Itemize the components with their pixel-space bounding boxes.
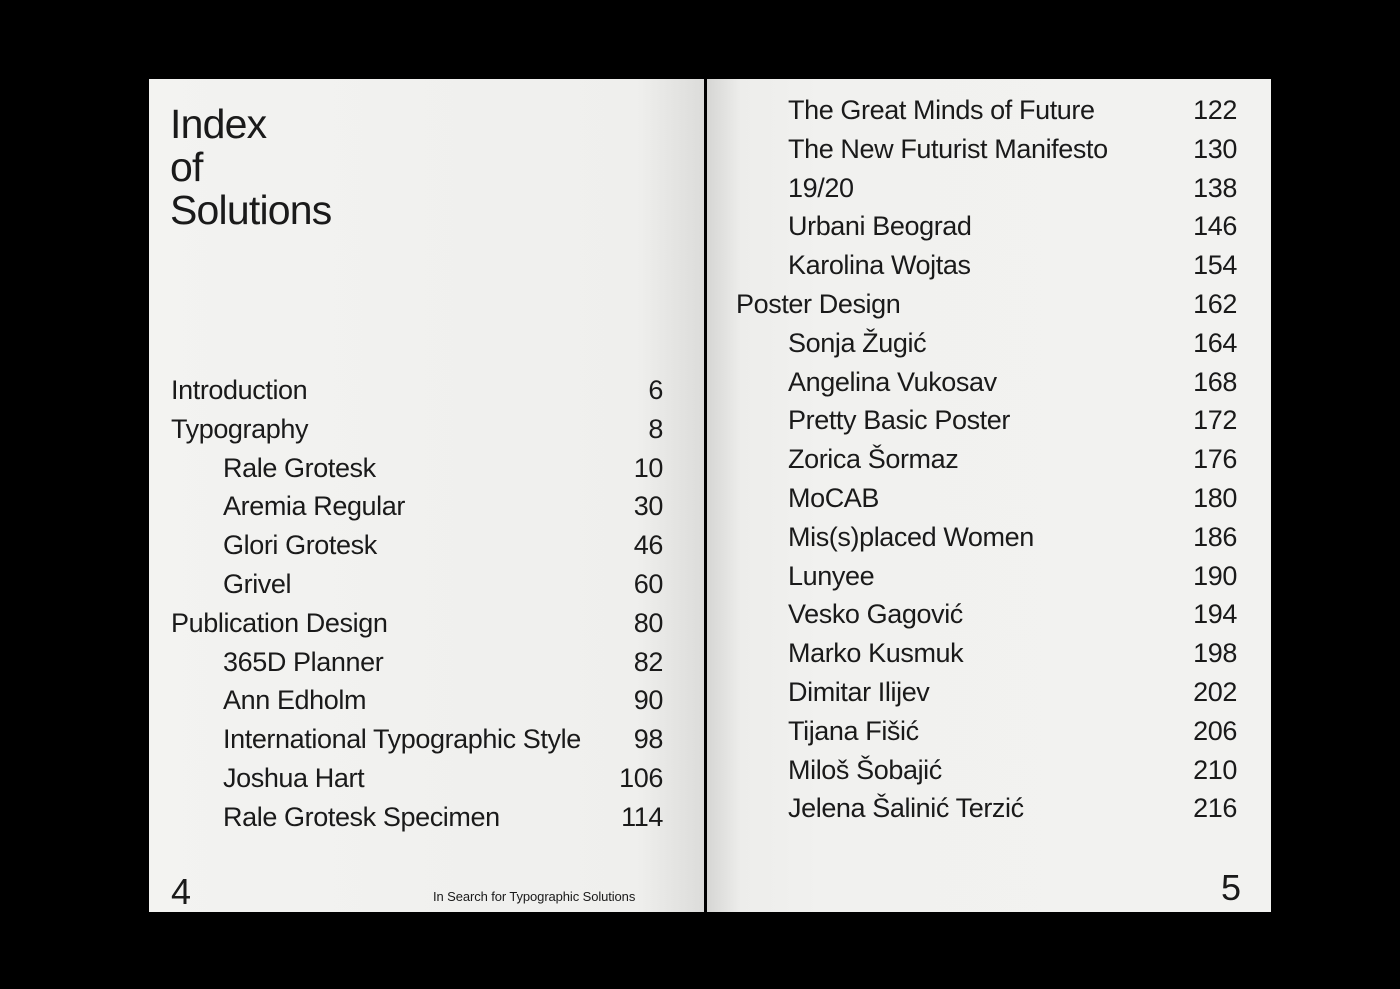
entry-page-number: 194 xyxy=(1193,599,1237,630)
index-entry xyxy=(788,751,1237,790)
entry-page-number: 164 xyxy=(1193,327,1237,358)
index-entry xyxy=(223,487,663,526)
entry-page-number: 114 xyxy=(621,801,663,832)
index-entry xyxy=(788,324,1237,363)
index-entry xyxy=(788,91,1237,130)
page-number: 4 xyxy=(171,871,192,912)
entry-title: Marko Kusmuk xyxy=(788,638,964,669)
index-title-line: of xyxy=(170,144,203,190)
entry-title: The New Futurist Manifesto xyxy=(788,133,1108,164)
index-entry xyxy=(788,130,1237,169)
entry-title: Dimitar Ilijev xyxy=(788,677,930,707)
index-entry xyxy=(223,526,663,565)
entry-title: Pretty Basic Poster xyxy=(788,405,1010,436)
entry-page-number: 138 xyxy=(1193,172,1237,203)
index-entry xyxy=(788,634,1237,673)
entry-title: Urbani Beograd xyxy=(788,211,972,242)
index-entry xyxy=(788,246,1237,285)
entry-page-number: 90 xyxy=(633,685,663,716)
entry-title: 365D Planner xyxy=(223,646,384,677)
entry-page-number: 46 xyxy=(633,530,663,561)
entry-title: Grivel xyxy=(223,569,292,599)
entry-title: MoCAB xyxy=(788,483,880,513)
entry-page-number: 80 xyxy=(633,607,663,638)
entry-page-number: 60 xyxy=(633,569,663,599)
index-section-entry xyxy=(171,410,663,449)
index-entry xyxy=(788,363,1237,402)
running-title: In Search for Typographic Solutions xyxy=(433,889,636,904)
index-entry xyxy=(223,643,663,682)
entry-page-number: 210 xyxy=(1193,754,1237,785)
index-entry xyxy=(788,207,1237,246)
index-entry xyxy=(223,798,663,837)
entry-title: Rale Grotesk Specimen xyxy=(223,801,500,832)
entry-title: Lunyee xyxy=(788,560,875,591)
entry-page-number: 216 xyxy=(1193,793,1237,824)
entry-page-number: 162 xyxy=(1193,289,1237,319)
index-entry xyxy=(788,440,1237,479)
left-page xyxy=(149,79,704,912)
entry-page-number: 202 xyxy=(1193,677,1237,707)
index-entry xyxy=(788,789,1237,828)
index-entry xyxy=(788,479,1237,518)
entry-title: Introduction xyxy=(171,375,308,405)
entry-title: Karolina Wojtas xyxy=(788,250,971,281)
entry-page-number: 168 xyxy=(1193,366,1237,397)
entry-page-number: 172 xyxy=(1193,405,1237,436)
index-entry xyxy=(223,681,663,720)
entry-page-number: 146 xyxy=(1193,211,1237,242)
right-page xyxy=(707,79,1271,912)
entry-title: Jelena Šalinić Terzić xyxy=(788,793,1024,824)
entry-page-number: 10 xyxy=(633,452,663,483)
index-entry xyxy=(788,557,1237,596)
index-title xyxy=(170,103,331,232)
entry-page-number: 98 xyxy=(633,724,663,755)
entry-title: Zorica Šormaz xyxy=(788,444,959,475)
entry-page-number: 82 xyxy=(633,646,663,677)
index-title-line: Solutions xyxy=(170,187,332,233)
entry-title: Mis(s)placed Women xyxy=(788,521,1034,552)
entry-title: Aremia Regular xyxy=(223,491,405,522)
entry-page-number: 180 xyxy=(1193,483,1237,513)
index-entry xyxy=(223,759,663,798)
entry-title: Joshua Hart xyxy=(223,763,365,793)
index-section-entry xyxy=(736,285,1237,324)
page-number: 5 xyxy=(1221,867,1242,908)
entry-title: Rale Grotesk xyxy=(223,452,376,483)
index-entry xyxy=(788,673,1237,712)
index-section-entry xyxy=(171,371,663,410)
entry-page-number: 6 xyxy=(648,375,663,405)
entry-page-number: 130 xyxy=(1193,133,1237,164)
index-section-entry xyxy=(171,604,663,643)
entry-title: The Great Minds of Future xyxy=(788,95,1095,125)
entry-page-number: 190 xyxy=(1193,560,1237,591)
index-entry xyxy=(788,595,1237,634)
entry-title: Sonja Žugić xyxy=(788,327,927,358)
entry-title: Glori Grotesk xyxy=(223,530,377,561)
entry-page-number: 106 xyxy=(619,763,663,793)
entry-page-number: 30 xyxy=(633,491,663,522)
entry-title: Publication Design xyxy=(171,607,388,638)
entry-title: Angelina Vukosav xyxy=(788,366,997,397)
entry-page-number: 206 xyxy=(1193,715,1237,746)
entry-title: 19/20 xyxy=(788,172,854,203)
index-entry xyxy=(223,449,663,488)
entry-title: Vesko Gagović xyxy=(788,599,963,630)
entry-title: Ann Edholm xyxy=(223,685,367,716)
entry-page-number: 154 xyxy=(1193,250,1237,281)
index-title-line: Index xyxy=(170,101,267,147)
entry-title: Typography xyxy=(171,413,309,444)
entry-page-number: 198 xyxy=(1193,638,1237,669)
entry-page-number: 122 xyxy=(1193,95,1237,125)
index-entry xyxy=(788,169,1237,208)
entry-page-number: 186 xyxy=(1193,521,1237,552)
index-entry xyxy=(223,565,663,604)
entry-title: Poster Design xyxy=(736,289,901,319)
entry-title: International Typographic Style xyxy=(223,724,581,755)
index-entry xyxy=(788,518,1237,557)
index-entry xyxy=(788,712,1237,751)
entry-title: Tijana Fišić xyxy=(788,715,919,746)
index-entry xyxy=(788,401,1237,440)
entry-title: Miloš Šobajić xyxy=(788,754,942,785)
index-entry xyxy=(223,720,663,759)
entry-page-number: 176 xyxy=(1193,444,1237,475)
entry-page-number: 8 xyxy=(648,413,663,444)
